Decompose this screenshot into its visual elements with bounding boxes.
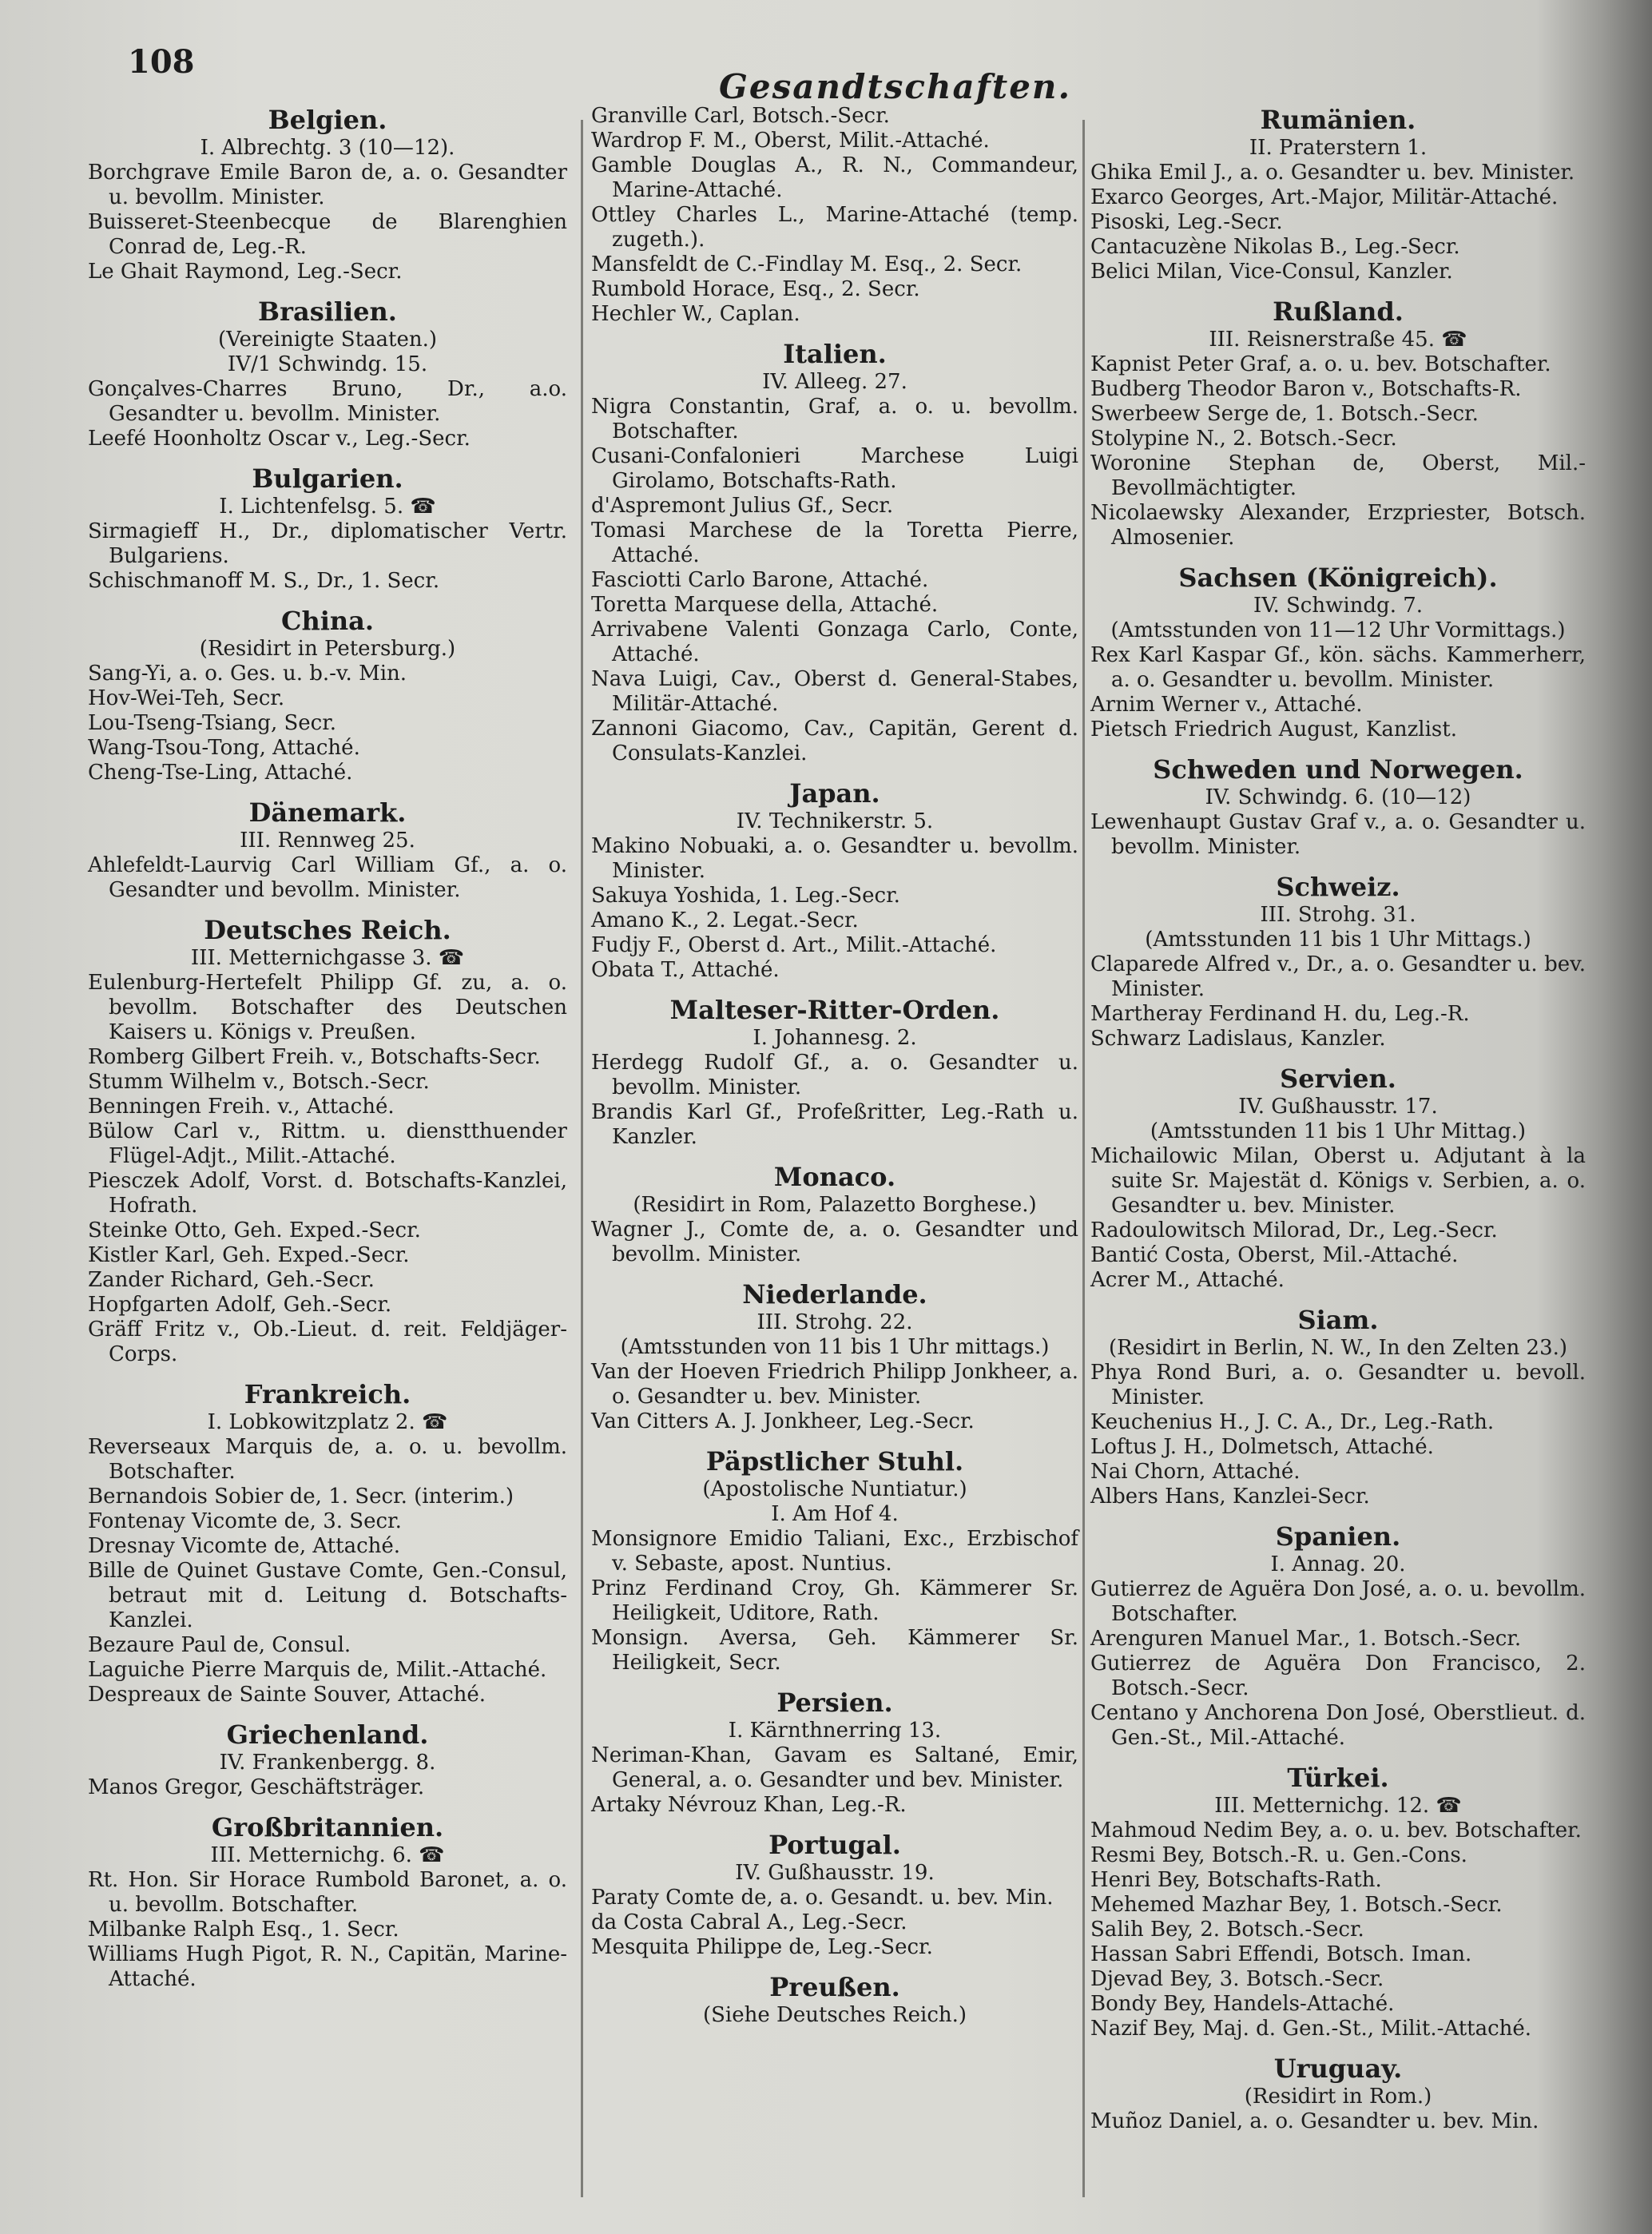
staff-entry: Ghika Emil J., a. o. Gesandter u. bev. Minister.	[1090, 161, 1575, 185]
staff-entry: Nai Chorn, Attaché.	[1090, 1460, 1301, 1484]
address-line: I. Lobkowitzplatz 2. ☎	[207, 1410, 448, 1434]
address-line: IV. Frankenbergg. 8.	[219, 1751, 436, 1775]
staff-entry: Nazif Bey, Maj. d. Gen.-St., Milit.-Attaché.	[1090, 2017, 1532, 2041]
staff-entry: Henri Bey, Botschafts-Rath.	[1090, 1868, 1382, 1892]
staff-entry: Amano K., 2. Legat.-Secr.	[591, 908, 859, 932]
staff-entry: Cantacuzène Nikolas B., Leg.-Secr.	[1090, 235, 1460, 259]
staff-entry: Obata T., Attaché.	[591, 958, 780, 982]
staff-entry: Albers Hans, Kanzlei-Secr.	[1090, 1485, 1370, 1509]
address-line: IV. Gußhausstr. 19.	[735, 1861, 935, 1885]
staff-entry: Djevad Bey, 3. Botsch.-Secr.	[1090, 1967, 1384, 1991]
staff-entry: Van der Hoeven Friedrich Philipp Jonkheer, a. o. Gesandter u. bev. Minister.	[591, 1360, 1078, 1409]
address-line: III. Metternichg. 6. ☎	[210, 1843, 445, 1867]
staff-entry: Reverseaux Marquis de, a. o. u. bevollm. Botschafter.	[88, 1435, 567, 1484]
country-heading: Bulgarien.	[252, 463, 403, 494]
staff-entry: Tomasi Marchese de la Toretta Pierre, Attaché.	[591, 519, 1078, 567]
staff-entry: Budberg Theodor Baron v., Botschafts-R.	[1090, 377, 1522, 401]
staff-entry: Rex Karl Kaspar Gf., kön. sächs. Kammerherr, a. o. Gesandter u. bevollm. Minister.	[1090, 643, 1586, 692]
legation-section	[88, 1811, 567, 1992]
address-line: (Residirt in Berlin, N. W., In den Zelten 23.)	[1108, 1336, 1568, 1360]
staff-entry: Mahmoud Nedim Bey, a. o. u. bev. Botschafter.	[1090, 1819, 1582, 1842]
staff-entry: Fudjy F., Oberst d. Art., Milit.-Attaché.	[591, 933, 997, 957]
staff-entry: Bantić Costa, Oberst, Mil.-Attaché.	[1090, 1243, 1459, 1267]
staff-entry: Swerbeew Serge de, 1. Botsch.-Secr.	[1090, 402, 1479, 426]
staff-entry: Artaky Névrouz Khan, Leg.-R.	[591, 1793, 907, 1817]
country-heading: Malteser-Ritter-Orden.	[669, 995, 1000, 1025]
page-number: 108	[128, 43, 195, 81]
legation-section	[88, 296, 567, 451]
staff-entry: Muñoz Daniel, a. o. Gesandter u. bev. Min.	[1090, 2109, 1539, 2133]
staff-entry: Gutierrez de Aguëra Don Francisco, 2. Botsch.-Secr.	[1090, 1652, 1586, 1700]
staff-entry: Zander Richard, Geh.-Secr.	[88, 1268, 375, 1292]
staff-entry: Nigra Constantin, Graf, a. o. u. bevollm. Botschafter.	[591, 395, 1078, 443]
staff-entry: Salih Bey, 2. Botsch.-Secr.	[1090, 1918, 1364, 1942]
address-line: IV. Alleeg. 27.	[762, 370, 907, 394]
country-heading: Niederlande.	[742, 1279, 927, 1310]
staff-entry: Ottley Charles L., Marine-Attaché (temp. zugeth.).	[591, 203, 1078, 252]
legation-section	[1090, 1304, 1586, 1509]
staff-entry: Prinz Ferdinand Croy, Gh. Kämmerer Sr. Heiligkeit, Uditore, Rath.	[591, 1576, 1078, 1625]
staff-entry: Zannoni Giacomo, Cav., Capitän, Gerent d. Consulats-Kanzlei.	[591, 717, 1078, 765]
country-heading: Siam.	[1297, 1305, 1379, 1335]
column-rule	[581, 120, 583, 2197]
staff-entry: Woronine Stephan de, Oberst, Mil.-Bevollmächtigter.	[1090, 451, 1586, 500]
staff-entry: Kistler Karl, Geh. Exped.-Secr.	[88, 1243, 410, 1267]
staff-entry: Rt. Hon. Sir Horace Rumbold Baronet, a. o. u. bevollm. Botschafter.	[88, 1868, 567, 1917]
address-line: I. Lichtenfelsg. 5. ☎	[219, 495, 436, 519]
country-heading: China.	[280, 606, 375, 636]
country-heading: Servien.	[1280, 1063, 1396, 1094]
staff-entry: Sang-Yi, a. o. Ges. u. b.-v. Min.	[88, 662, 407, 686]
country-heading: Rußland.	[1273, 296, 1404, 327]
staff-entry: Exarco Georges, Art.-Major, Militär-Attaché.	[1090, 185, 1559, 209]
staff-entry: Monsign. Aversa, Geh. Kämmerer Sr. Heiligkeit, Secr.	[591, 1626, 1078, 1675]
legation-section	[88, 1378, 567, 1707]
country-heading: Frankreich.	[244, 1379, 411, 1409]
staff-entry: Ahlefeldt-Laurvig Carl William Gf., a. o. Gesandter und bevollm. Minister.	[88, 853, 567, 902]
legation-section	[591, 104, 1078, 327]
country-heading: Rumänien.	[1260, 105, 1416, 135]
address-line: III. Metternichgasse 3. ☎	[190, 946, 465, 970]
address-line: IV/1 Schwindg. 15.	[227, 352, 428, 376]
staff-entry: Makino Nobuaki, a. o. Gesandter u. bevollm. Minister.	[591, 834, 1078, 883]
country-heading: Sachsen (Königreich).	[1178, 562, 1498, 593]
column-rule	[1082, 120, 1085, 2197]
staff-entry: Bezaure Paul de, Consul.	[88, 1633, 351, 1657]
staff-entry: Schischmanoff M. S., Dr., 1. Secr.	[88, 569, 440, 593]
staff-entry: Buisseret-Steenbecque de Blarenghien Conrad de, Leg.-R.	[88, 210, 567, 259]
staff-entry: Fontenay Vicomte de, 3. Secr.	[88, 1509, 402, 1533]
legation-section	[591, 994, 1078, 1150]
staff-entry: Wardrop F. M., Oberst, Milit.-Attaché.	[591, 129, 990, 153]
staff-entry: Dresnay Vicomte de, Attaché.	[88, 1534, 401, 1558]
address-line: I. Albrechtg. 3 (10—12).	[200, 136, 455, 160]
staff-entry: da Costa Cabral A., Leg.-Secr.	[591, 1910, 907, 1934]
country-heading: Türkei.	[1287, 1763, 1389, 1793]
legation-section	[1090, 296, 1586, 551]
address-line: IV. Gußhausstr. 17.	[1238, 1095, 1438, 1119]
legation-section	[591, 1829, 1078, 1960]
staff-entry: Manos Gregor, Geschäftsträger.	[88, 1775, 425, 1799]
running-head: Gesandtschaften.	[719, 67, 1072, 106]
address-line: (Amtsstunden 11 bis 1 Uhr Mittags.)	[1145, 928, 1531, 952]
staff-entry: Nicolaewsky Alexander, Erzpriester, Botsch. Almosenier.	[1090, 501, 1586, 550]
staff-entry: Benningen Freih. v., Attaché.	[88, 1095, 395, 1119]
legation-section	[1090, 871, 1586, 1051]
staff-entry: Sakuya Yoshida, 1. Leg.-Secr.	[591, 884, 900, 908]
address-line: III. Metternichg. 12. ☎	[1214, 1794, 1462, 1818]
country-heading: Schweden und Norwegen.	[1153, 754, 1523, 785]
staff-entry: Mehemed Mazhar Bey, 1. Botsch.-Secr.	[1090, 1893, 1503, 1917]
legation-section	[1090, 1063, 1586, 1293]
staff-entry: Hechler W., Caplan.	[591, 302, 800, 326]
country-heading: Japan.	[789, 778, 880, 809]
staff-entry: Phya Rond Buri, a. o. Gesandter u. bevoll. Minister.	[1090, 1361, 1586, 1409]
staff-entry: Gräff Fritz v., Ob.-Lieut. d. reit. Feldjäger-Corps.	[88, 1318, 567, 1366]
legation-section	[591, 777, 1078, 983]
staff-entry: Laguiche Pierre Marquis de, Milit.-Attaché.	[88, 1658, 547, 1682]
staff-entry: Van Citters A. J. Jonkheer, Leg.-Secr.	[591, 1409, 975, 1433]
address-line: (Amtsstunden von 11 bis 1 Uhr mittags.)	[620, 1335, 1050, 1359]
staff-entry: Mesquita Philippe de, Leg.-Secr.	[591, 1935, 933, 1959]
staff-entry: Acrer M., Attaché.	[1090, 1268, 1285, 1292]
legation-section	[1090, 1520, 1586, 1751]
staff-entry: Fasciotti Carlo Barone, Attaché.	[591, 568, 929, 592]
staff-entry: Loftus J. H., Dolmetsch, Attaché.	[1090, 1435, 1434, 1459]
legation-section	[591, 1278, 1078, 1434]
address-line: (Apostolische Nuntiatur.)	[702, 1477, 967, 1501]
legation-section	[1090, 2053, 1586, 2134]
staff-entry: Resmi Bey, Botsch.-R. u. Gen.-Cons.	[1090, 1843, 1467, 1867]
address-line: III. Strohg. 22.	[757, 1310, 913, 1334]
legation-section	[1090, 753, 1586, 860]
staff-entry: Milbanke Ralph Esq., 1. Secr.	[88, 1918, 399, 1942]
column-3	[1090, 104, 1586, 2145]
country-heading: Großbritannien.	[211, 1812, 444, 1842]
address-line: (Amtsstunden 11 bis 1 Uhr Mittag.)	[1150, 1119, 1527, 1143]
staff-entry: Borchgrave Emile Baron de, a. o. Gesandter u. bevollm. Minister.	[88, 161, 567, 209]
address-line: I. Am Hof 4.	[771, 1502, 899, 1526]
staff-entry: Neriman-Khan, Gavam es Saltané, Emir, General, a. o. Gesandter und bev. Minister.	[591, 1743, 1078, 1792]
legation-section	[591, 1161, 1078, 1267]
country-heading: Päpstlicher Stuhl.	[705, 1446, 964, 1477]
staff-entry: Arenguren Manuel Mar., 1. Botsch.-Secr.	[1090, 1627, 1522, 1651]
country-heading: Portugal.	[768, 1830, 901, 1860]
staff-entry: Granville Carl, Botsch.-Secr.	[591, 104, 890, 128]
legation-section	[88, 914, 567, 1367]
legation-section	[88, 605, 567, 785]
staff-entry: Sirmagieff H., Dr., diplomatischer Vertr. Bulgariens.	[88, 519, 567, 568]
staff-entry: Nava Luigi, Cav., Oberst d. General-Stabes, Militär-Attaché.	[591, 667, 1078, 716]
staff-entry: Le Ghait Raymond, Leg.-Secr.	[88, 260, 403, 284]
staff-entry: Radoulowitsch Milorad, Dr., Leg.-Secr.	[1090, 1218, 1498, 1242]
staff-entry: Lewenhaupt Gustav Graf v., a. o. Gesandter u. bevollm. Minister.	[1090, 810, 1586, 859]
staff-entry: Lou-Tseng-Tsiang, Secr.	[88, 711, 337, 735]
country-heading: Brasilien.	[258, 296, 397, 327]
staff-entry: Williams Hugh Pigot, R. N., Capitän, Marine-Attaché.	[88, 1942, 567, 1991]
country-heading: Dänemark.	[248, 797, 407, 828]
country-heading: Uruguay.	[1273, 2053, 1403, 2084]
staff-entry: Hassan Sabri Effendi, Botsch. Iman.	[1090, 1942, 1472, 1966]
staff-entry: Wang-Tsou-Tong, Attaché.	[88, 736, 360, 760]
legation-section	[88, 104, 567, 284]
address-line: (Residirt in Rom.)	[1244, 2085, 1432, 2109]
country-heading: Italien.	[783, 339, 887, 369]
staff-entry: Centano y Anchorena Don José, Oberstlieut. d. Gen.-St., Mil.-Attaché.	[1090, 1701, 1586, 1750]
legation-section	[591, 338, 1078, 766]
country-heading: Griechenland.	[226, 1719, 429, 1750]
column-1	[88, 104, 567, 2003]
staff-entry: Wagner J., Comte de, a. o. Gesandter und bevollm. Minister.	[591, 1218, 1078, 1266]
staff-entry: Bülow Carl v., Rittm. u. dienstthuender Flügel-Adjt., Milit.-Attaché.	[88, 1119, 567, 1168]
country-heading: Persien.	[776, 1687, 893, 1718]
legation-section	[591, 1687, 1078, 1818]
staff-entry: Steinke Otto, Geh. Exped.-Secr.	[88, 1218, 421, 1242]
address-line: IV. Schwindg. 7.	[1253, 594, 1424, 618]
address-line: III. Rennweg 25.	[240, 829, 415, 853]
column-2	[591, 104, 1078, 2039]
address-line: (Vereinigte Staaten.)	[217, 328, 438, 352]
staff-entry: Despreaux de Sainte Souver, Attaché.	[88, 1683, 486, 1707]
staff-entry: Pisoski, Leg.-Secr.	[1090, 210, 1283, 234]
address-line: III. Reisnerstraße 45. ☎	[1209, 328, 1467, 352]
address-line: I. Johannesg. 2.	[753, 1026, 917, 1050]
staff-entry: Arnim Werner v., Attaché.	[1090, 693, 1363, 717]
staff-entry: Arrivabene Valenti Gonzaga Carlo, Conte, Attaché.	[591, 618, 1078, 666]
legation-section	[1090, 104, 1586, 284]
legation-section	[1090, 562, 1586, 742]
staff-entry: Martheray Ferdinand H. du, Leg.-R.	[1090, 1002, 1470, 1026]
staff-entry: Pietsch Friedrich August, Kanzlist.	[1090, 718, 1457, 741]
staff-entry: Belici Milan, Vice-Consul, Kanzler.	[1090, 260, 1453, 284]
country-heading: Deutsches Reich.	[204, 915, 451, 945]
legation-section	[88, 797, 567, 903]
staff-entry: Cheng-Tse-Ling, Attaché.	[88, 761, 353, 785]
staff-entry: Keuchenius H., J. C. A., Dr., Leg.-Rath.	[1090, 1410, 1495, 1434]
staff-entry: Bondy Bey, Handels-Attaché.	[1090, 1992, 1395, 2016]
country-heading: Monaco.	[773, 1162, 896, 1192]
staff-entry: Monsignore Emidio Taliani, Exc., Erzbischof v. Sebaste, apost. Nuntius.	[591, 1527, 1078, 1576]
staff-entry: Paraty Comte de, a. o. Gesandt. u. bev. Min.	[591, 1886, 1054, 1910]
staff-entry: Toretta Marquese della, Attaché.	[591, 593, 939, 617]
address-line: II. Praterstern 1.	[1249, 136, 1428, 160]
legation-section	[591, 1971, 1078, 2028]
country-heading: Schweiz.	[1276, 872, 1400, 902]
legation-section	[591, 1445, 1078, 1676]
country-heading: Preußen.	[769, 1972, 900, 2002]
staff-entry: Eulenburg-Hertefelt Philipp Gf. zu, a. o. bevollm. Botschafter des Deutschen Kaisers u. Königs v. Preußen.	[88, 971, 567, 1044]
country-heading: Spanien.	[1275, 1521, 1401, 1552]
address-line: (Residirt in Rom, Palazetto Borghese.)	[633, 1193, 1037, 1217]
staff-entry: Brandis Karl Gf., Profeßritter, Leg.-Rath u. Kanzler.	[591, 1100, 1078, 1149]
staff-entry: Claparede Alfred v., Dr., a. o. Gesandter u. bev. Minister.	[1090, 952, 1586, 1001]
staff-entry: Bille de Quinet Gustave Comte, Gen.-Consul, betraut mit d. Leitung d. Botschafts-Kanzlei.	[88, 1559, 567, 1632]
staff-entry: Gamble Douglas A., R. N., Commandeur, Marine-Attaché.	[591, 153, 1078, 202]
staff-entry: Gutierrez de Aguëra Don José, a. o. u. bevollm. Botschafter.	[1090, 1577, 1586, 1626]
address-line: IV. Technikerstr. 5.	[736, 809, 934, 833]
address-line: III. Strohg. 31.	[1260, 903, 1416, 927]
legation-section	[88, 463, 567, 594]
staff-entry: Gonçalves-Charres Bruno, Dr., a.o. Gesandter u. bevollm. Minister.	[88, 377, 567, 426]
staff-entry: Hov-Wei-Teh, Secr.	[88, 686, 285, 710]
legation-section	[88, 1719, 567, 1800]
staff-entry: Bernandois Sobier de, 1. Secr. (interim.)	[88, 1485, 514, 1509]
staff-entry: Schwarz Ladislaus, Kanzler.	[1090, 1027, 1386, 1051]
staff-entry: Hopfgarten Adolf, Geh.-Secr.	[88, 1293, 392, 1317]
country-heading: Belgien.	[268, 105, 387, 135]
staff-entry: Piesczek Adolf, Vorst. d. Botschafts-Kanzlei, Hofrath.	[88, 1169, 567, 1218]
staff-entry: d'Aspremont Julius Gf., Secr.	[591, 494, 894, 518]
staff-entry: Mansfeldt de C.-Findlay M. Esq., 2. Secr.	[591, 252, 1023, 276]
staff-entry: Stumm Wilhelm v., Botsch.-Secr.	[88, 1070, 430, 1094]
staff-entry: Stolypine N., 2. Botsch.-Secr.	[1090, 427, 1397, 451]
address-line: I. Annag. 20.	[1270, 1552, 1406, 1576]
staff-entry: Romberg Gilbert Freih. v., Botschafts-Secr.	[88, 1045, 541, 1069]
staff-entry: Rumbold Horace, Esq., 2. Secr.	[591, 277, 920, 301]
staff-entry: Herdegg Rudolf Gf., a. o. Gesandter u. bevollm. Minister.	[591, 1051, 1078, 1099]
legation-section	[1090, 1762, 1586, 2041]
address-line: (Residirt in Petersburg.)	[199, 637, 456, 661]
staff-entry: Leefé Hoonholtz Oscar v., Leg.-Secr.	[88, 427, 471, 451]
address-line: IV. Schwindg. 6. (10—12)	[1205, 785, 1471, 809]
address-line: (Amtsstunden von 11—12 Uhr Vormittags.)	[1110, 618, 1566, 642]
address-line: (Siehe Deutsches Reich.)	[702, 2003, 967, 2027]
address-line: I. Kärnthnerring 13.	[728, 1719, 942, 1743]
staff-entry: Kapnist Peter Graf, a. o. u. bev. Botschafter.	[1090, 352, 1551, 376]
staff-entry: Cusani-Confalonieri Marchese Luigi Girolamo, Botschafts-Rath.	[591, 444, 1078, 493]
staff-entry: Michailowic Milan, Oberst u. Adjutant à la suite Sr. Majestät d. Königs v. Serbien, a. o. Gesandter u. bev. Minister.	[1090, 1144, 1586, 1218]
